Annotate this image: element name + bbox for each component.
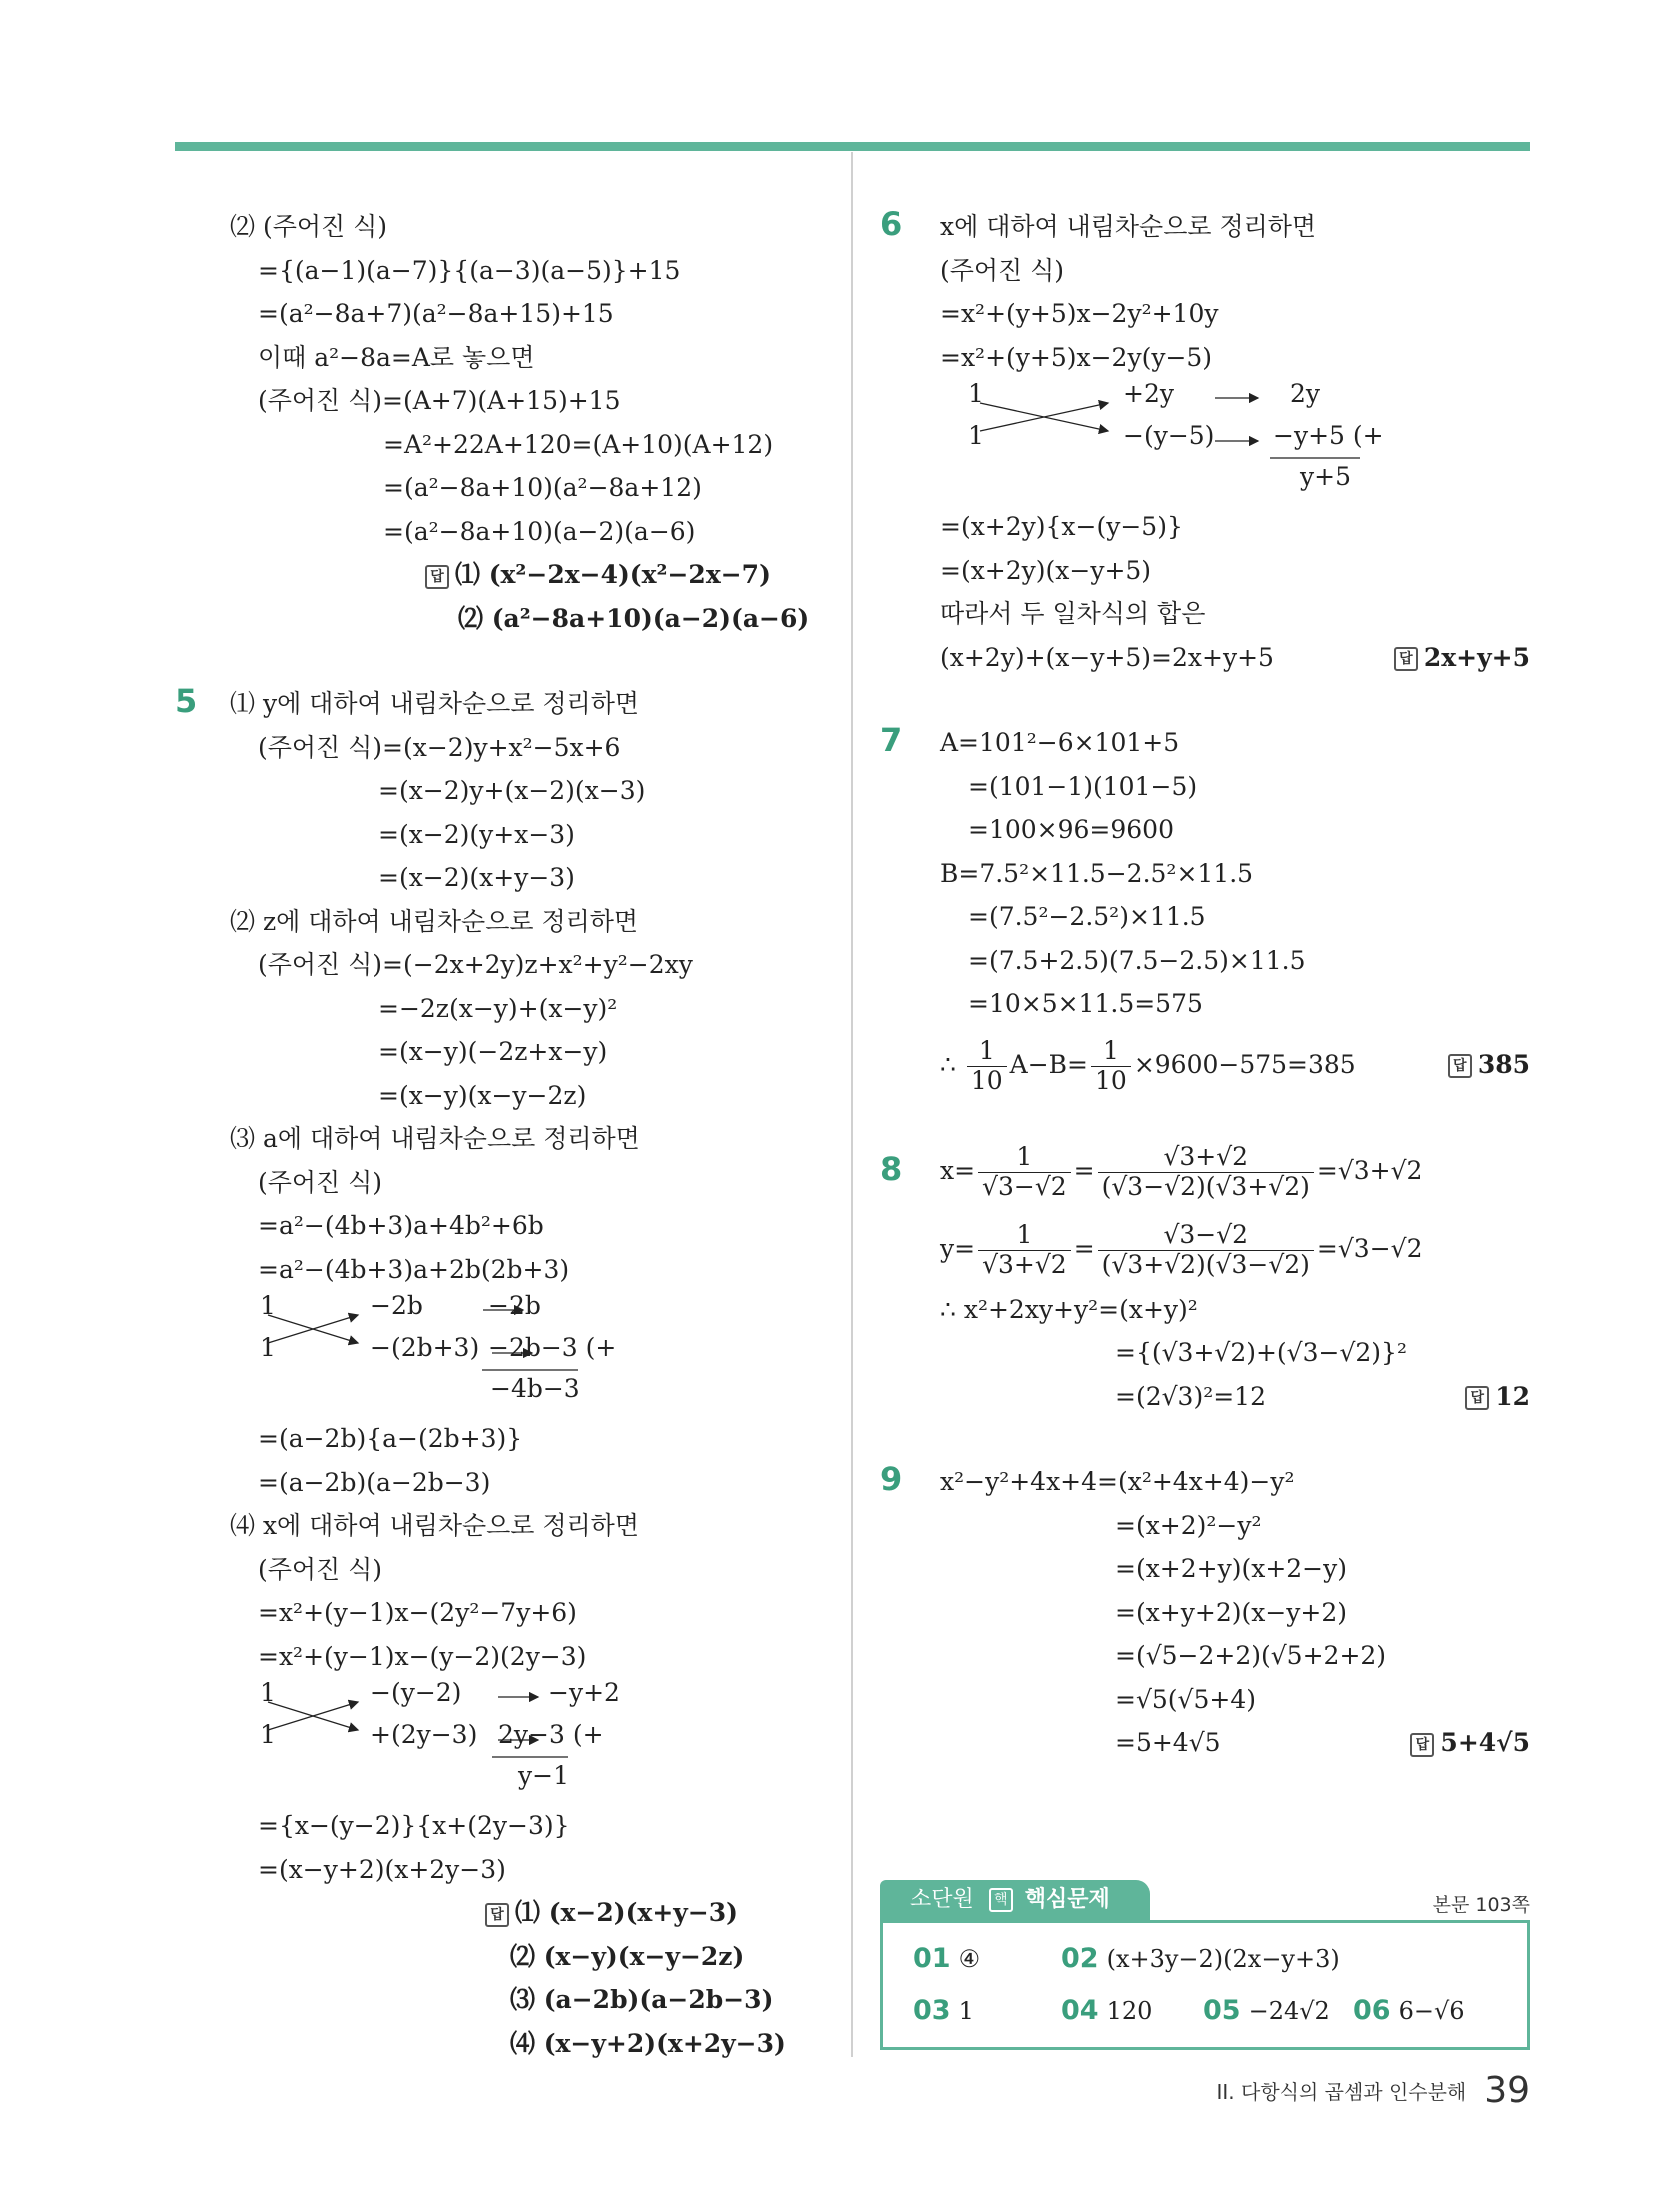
solution-line: =(x+2)²−y²: [1115, 1510, 1262, 1540]
problem-number: 6: [880, 205, 903, 243]
solution-line: =A²+22A+120=(A+10)(A+12): [383, 429, 774, 459]
solution-line: ⑵ z에 대하여 내림차순으로 정리하면: [230, 906, 639, 936]
solution-line: ⑴ y에 대하여 내림차순으로 정리하면: [230, 689, 640, 718]
problem-5: [175, 682, 835, 2065]
solution-line: =x²+(y+5)x−2y(y−5): [940, 342, 1213, 372]
solution-line: x에 대하여 내림차순으로 정리하면: [940, 212, 1317, 241]
cross-multiplication-diagram: 1 1 −2b −(2b+3) −2b −2b−3 (+ −4b−3: [230, 1291, 835, 1411]
solution-line: =x²+(y+5)x−2y²+10y: [940, 299, 1219, 328]
solution-line: ={x−(y−2)}{x+(2y−3)}: [258, 1811, 570, 1840]
solution-line: =(101−1)(101−5): [968, 771, 1198, 801]
answer: 답 385: [1448, 1026, 1530, 1104]
solution-line: =(a²−8a+10)(a−2)(a−6): [383, 516, 696, 546]
answer-line: ⑷ (x−y+2)(x+2y−3): [510, 2028, 786, 2058]
problem-8: [880, 1132, 1530, 1419]
solution-line: ⑶ a에 대하여 내림차순으로 정리하면: [230, 1124, 640, 1153]
page-footer: [1216, 2070, 1530, 2111]
summary-answer-06: 06 6−√6: [1353, 1995, 1465, 2026]
solution-line: =(7.5+2.5)(7.5−2.5)×11.5: [968, 945, 1306, 975]
solution-line: ⑵ (주어진 식): [230, 212, 388, 241]
solution-line: =x²+(y−1)x−(y−2)(2y−3): [258, 1641, 587, 1671]
answer-line: 답 ⑴ (x²−2x−4)(x²−2x−7): [230, 553, 835, 597]
solution-line: ∴ x²+2xy+y²=(x+y)²: [940, 1294, 1198, 1324]
solution-line: =100×96=9600: [968, 815, 1174, 844]
problem-number: 9: [880, 1460, 903, 1498]
notebook-icon: 핵: [989, 1888, 1013, 1912]
solution-line: ={(√3+√2)+(√3−√2)}²: [1115, 1338, 1407, 1367]
summary-answer-03: 03 1: [913, 1995, 974, 2026]
solution-line: =a²−(4b+3)a+2b(2b+3): [258, 1254, 570, 1284]
core-problems-answer-box: [880, 1880, 1530, 2050]
answer-line: ⑶ (a−2b)(a−2b−3): [510, 1985, 774, 2014]
solution-line: =(a²−8a+7)(a²−8a+15)+15: [258, 299, 614, 328]
answer-line: =5+4√5 답 5+4√5: [940, 1721, 1530, 1765]
answer-badge-icon: 답: [1448, 1054, 1472, 1078]
solution-line: y= $\frac{1}{√3+√2}$ = $\frac{√3-√2}{(√3+√2)(√3-√2)}$ =√3−√2: [940, 1219, 1423, 1279]
solution-line: x= $\frac{1}{√3-√2}$ = $\frac{√3+√2}{(√3-√2)(√3+√2)}$ =√3+√2: [940, 1141, 1423, 1201]
solution-line: =√5(√5+4): [1115, 1684, 1256, 1714]
problem-number: 7: [880, 721, 903, 759]
answer-badge-icon: 답: [1410, 1733, 1434, 1757]
solution-line: (주어진 식)=(−2x+2y)z+x²+y²−2xy: [258, 950, 693, 979]
solution-line: =−2z(x−y)+(x−y)²: [378, 993, 618, 1023]
summary-answers: [880, 1920, 1530, 2050]
solution-line: B=7.5²×11.5−2.5²×11.5: [940, 858, 1254, 888]
solution-line: =(x−2)(y+x−3): [378, 819, 575, 849]
solution-line: =(7.5²−2.5²)×11.5: [968, 902, 1206, 931]
answer: 답 5+4√5: [1410, 1721, 1530, 1765]
fraction: $\frac{1}{10}$: [1091, 1037, 1131, 1096]
answer-line: =(2√3)²=12 답 12: [940, 1375, 1530, 1419]
solution-line: =(x+y+2)(x−y+2): [1115, 1597, 1348, 1627]
problem-6: [880, 205, 1530, 679]
page-reference: 본문 103쪽: [1432, 1894, 1530, 1916]
cross-multiplication-diagram: 1 1 +2y −(y−5) 2y −y+5 (+ y+5: [940, 379, 1530, 499]
summary-answer-02: 02 (x+3y−2)(2x−y+3): [1061, 1943, 1340, 1974]
problem-7: [880, 721, 1530, 1104]
solution-line: 이때 a²−8a=A로 놓으면: [258, 342, 535, 372]
solution-line: =10×5×11.5=575: [968, 989, 1203, 1018]
solution-line: =(a−2b){a−(2b+3)}: [258, 1424, 523, 1453]
solution-line: (주어진 식)=(x−2)y+x²−5x+6: [258, 732, 621, 762]
left-column: [175, 205, 835, 2065]
problem-number: 8: [880, 1149, 903, 1188]
answer-line: ⑵ (a²−8a+10)(a−2)(a−6): [458, 603, 810, 633]
answer-badge-icon: 답: [1394, 647, 1418, 671]
answer-line: ⑵ (x−y)(x−y−2z): [510, 1941, 745, 1971]
solution-line: A=101²−6×101+5: [940, 728, 1180, 757]
answer-line: 답 ⑴ (x−2)(x+y−3): [230, 1891, 835, 1935]
summary-answer-01: 01 ④: [913, 1943, 981, 1974]
solution-line: =(x−y+2)(x+2y−3): [258, 1854, 506, 1884]
solution-line: =(x+2+y)(x+2−y): [1115, 1554, 1348, 1583]
problem-number: 5: [175, 682, 198, 720]
final-expression: (x+2y)+(x−y+5)=2x+y+5: [940, 642, 1274, 672]
answer-line: [940, 636, 1530, 680]
summary-tab: 소단원 핵 핵심문제: [880, 1880, 1150, 1920]
answer-badge-icon: 답: [1465, 1386, 1489, 1410]
right-column: [880, 205, 1530, 1765]
solution-line: =x²+(y−1)x−(2y²−7y+6): [258, 1598, 577, 1627]
solution-line: ={(a−1)(a−7)}{(a−3)(a−5)}+15: [258, 255, 681, 285]
solution-line: 따라서 두 일차식의 합은: [940, 599, 1206, 628]
solution-line: ⑷ x에 대하여 내림차순으로 정리하면: [230, 1511, 639, 1540]
solution-line: =(x+2y){x−(y−5)}: [940, 512, 1183, 541]
summary-answer-04: 04 120: [1061, 1995, 1153, 2026]
chapter-label: II. 다항식의 곱셈과 인수분해: [1216, 2080, 1467, 2104]
answer-badge-icon: 답: [485, 1903, 509, 1927]
column-divider: [851, 152, 853, 2057]
solution-line: x²−y²+4x+4=(x²+4x+4)−y²: [940, 1467, 1295, 1496]
solution-line: (주어진 식): [258, 1554, 383, 1584]
page-number: 39: [1484, 2070, 1530, 2111]
solution-line: =(a−2b)(a−2b−3): [258, 1467, 491, 1497]
answer-line: [940, 1026, 1530, 1104]
problem-9: [880, 1460, 1530, 1765]
solution-line: (주어진 식): [940, 255, 1065, 285]
solution-line: =(x−2)(x+y−3): [378, 863, 575, 892]
solution-line: =(x−y)(x−y−2z): [378, 1080, 587, 1110]
solution-line: (주어진 식): [258, 1167, 383, 1197]
solution-line: =(√5−2+2)(√5+2+2): [1115, 1641, 1387, 1670]
solution-line: (주어진 식)=(A+7)(A+15)+15: [258, 386, 621, 415]
summary-answer-05: 05 −24√2: [1203, 1995, 1330, 2026]
problem-4-part-2: [175, 205, 835, 640]
answer: 답 2x+y+5: [1394, 636, 1530, 680]
solution-line: =(x+2y)(x−y+5): [940, 555, 1152, 585]
answer: 답 12: [1465, 1375, 1530, 1419]
fraction: $\frac{1}{10}$: [967, 1037, 1007, 1096]
solution-line: =(x−2)y+(x−2)(x−3): [378, 776, 646, 805]
solution-line: =(x−y)(−2z+x−y): [378, 1037, 608, 1066]
top-accent-bar: [175, 142, 1530, 151]
solution-line: =(a²−8a+10)(a²−8a+12): [383, 473, 702, 502]
answer-badge-icon: 답: [425, 565, 449, 589]
cross-multiplication-diagram: 1 1 −(y−2) +(2y−3) −y+2 2y−3 (+ y−1: [230, 1678, 835, 1798]
solution-line: =a²−(4b+3)a+4b²+6b: [258, 1211, 544, 1240]
final-expression: ∴ $\frac{1}{10}$ A−B= $\frac{1}{10}$ ×9600−575=385: [940, 1035, 1356, 1095]
